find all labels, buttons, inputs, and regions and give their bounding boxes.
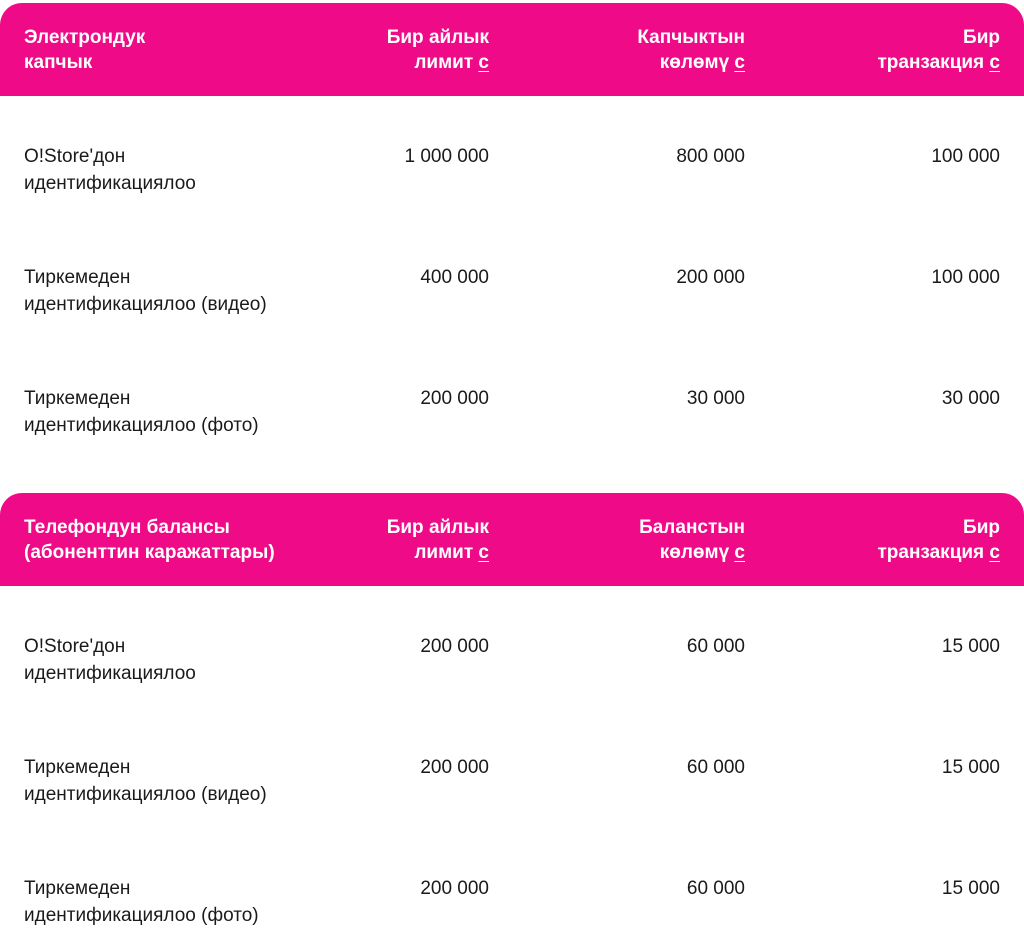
header-line bbox=[269, 540, 489, 565]
volume-value: 800 000 bbox=[676, 146, 745, 167]
monthly-limit-value: 200 000 bbox=[420, 636, 489, 657]
monthly-limit-value: 400 000 bbox=[420, 267, 489, 288]
transaction-value: 30 000 bbox=[941, 388, 1000, 409]
row-label-line: идентификациялоо (фото) bbox=[24, 905, 259, 926]
header-single-transaction bbox=[780, 25, 1000, 75]
header-monthly-limit bbox=[269, 25, 489, 75]
row-label-line: идентификациялоо bbox=[24, 173, 196, 194]
row-label-line: идентификациялоо bbox=[24, 663, 196, 684]
header-line: Капчыктын bbox=[637, 27, 745, 48]
currency-symbol: с bbox=[989, 52, 1000, 73]
transaction-value: 100 000 bbox=[931, 146, 1000, 167]
transaction-value: 100 000 bbox=[931, 267, 1000, 288]
row-label-line: O!Store'дон bbox=[24, 146, 126, 167]
header-text: көлөмү bbox=[659, 542, 730, 563]
monthly-limit-value: 200 000 bbox=[420, 388, 489, 409]
header-single-transaction bbox=[780, 515, 1000, 565]
header-line: Баланстын bbox=[639, 517, 745, 538]
table-row bbox=[0, 828, 1024, 949]
header-text: көлөмү bbox=[659, 52, 730, 73]
currency-symbol: с bbox=[989, 542, 1000, 563]
table-header bbox=[0, 493, 1024, 586]
header-line bbox=[525, 540, 745, 565]
table-row bbox=[0, 586, 1024, 707]
volume-value: 60 000 bbox=[686, 636, 745, 657]
header-line: Бир айлык bbox=[386, 27, 489, 48]
header-line bbox=[269, 50, 489, 75]
header-line: Электрондук bbox=[24, 27, 146, 48]
row-label-line: O!Store'дон bbox=[24, 636, 126, 657]
row-label-line: Тиркемеден bbox=[24, 878, 131, 899]
header-line: Телефондун балансы bbox=[24, 517, 230, 538]
header-line: Бир bbox=[963, 517, 1000, 538]
table-body bbox=[0, 96, 1024, 459]
header-line bbox=[780, 540, 1000, 565]
header-line: (абоненттин каражаттары) bbox=[24, 542, 275, 563]
table-body bbox=[0, 586, 1024, 949]
header-line: Бир bbox=[963, 27, 1000, 48]
header-text: транзакция bbox=[877, 52, 985, 73]
header-line bbox=[780, 50, 1000, 75]
table-row bbox=[0, 96, 1024, 217]
row-label-line: идентификациялоо (видео) bbox=[24, 784, 267, 805]
header-text: лимит bbox=[414, 542, 474, 563]
volume-value: 60 000 bbox=[686, 878, 745, 899]
transaction-value: 15 000 bbox=[941, 757, 1000, 778]
header-text: лимит bbox=[414, 52, 474, 73]
volume-value: 60 000 bbox=[686, 757, 745, 778]
monthly-limit-value: 1 000 000 bbox=[404, 146, 489, 167]
currency-symbol: с bbox=[478, 542, 489, 563]
row-label-line: идентификациялоо (видео) bbox=[24, 294, 267, 315]
header-wallet-volume bbox=[525, 25, 745, 75]
volume-value: 30 000 bbox=[686, 388, 745, 409]
currency-symbol: с bbox=[734, 542, 745, 563]
row-label-line: Тиркемеден bbox=[24, 757, 131, 778]
table-row bbox=[0, 707, 1024, 828]
table-row bbox=[0, 338, 1024, 459]
wallet-limits-table bbox=[0, 3, 1024, 459]
header-line bbox=[525, 50, 745, 75]
row-label-line: Тиркемеден bbox=[24, 267, 131, 288]
header-balance-volume bbox=[525, 515, 745, 565]
header-text: транзакция bbox=[877, 542, 985, 563]
table-row bbox=[0, 217, 1024, 338]
phone-balance-limits-table bbox=[0, 493, 1024, 949]
currency-symbol: с bbox=[478, 52, 489, 73]
header-line: Бир айлык bbox=[386, 517, 489, 538]
header-monthly-limit bbox=[269, 515, 489, 565]
row-label-line: идентификациялоо (фото) bbox=[24, 415, 259, 436]
transaction-value: 15 000 bbox=[941, 878, 1000, 899]
monthly-limit-value: 200 000 bbox=[420, 757, 489, 778]
transaction-value: 15 000 bbox=[941, 636, 1000, 657]
row-label-line: Тиркемеден bbox=[24, 388, 131, 409]
currency-symbol: с bbox=[734, 52, 745, 73]
volume-value: 200 000 bbox=[676, 267, 745, 288]
table-header bbox=[0, 3, 1024, 96]
monthly-limit-value: 200 000 bbox=[420, 878, 489, 899]
header-line: капчык bbox=[24, 52, 93, 73]
